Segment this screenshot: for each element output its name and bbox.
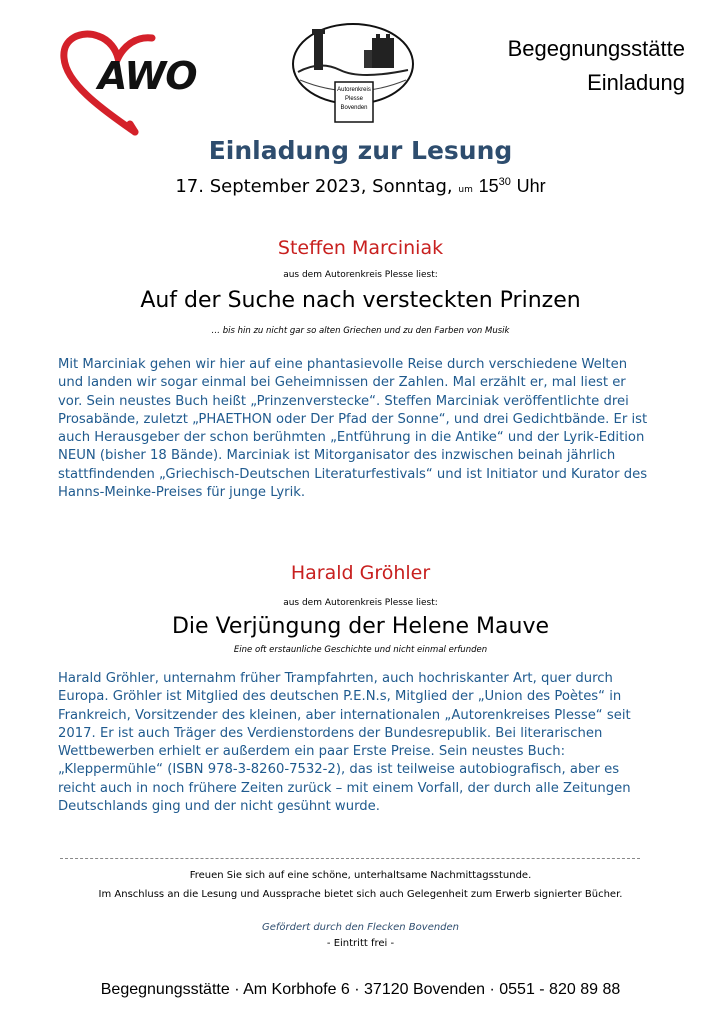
event-time-hour: 15 bbox=[478, 176, 499, 196]
header-invitation: Einladung bbox=[587, 70, 685, 95]
reading2-book-title: Die Verjüngung der Helene Mauve bbox=[171, 614, 549, 639]
event-time-minutes: 30 bbox=[498, 176, 511, 188]
event-date-um: um bbox=[458, 185, 473, 195]
event-time-uhr: Uhr bbox=[516, 176, 546, 196]
page-title: Einladung zur Lesung bbox=[208, 136, 513, 165]
reading1-description: Mit Marciniak gehen wir hier auf eine phantasievolle Reise durch verschiedene Welten und landen wir sogar einmal bei Geheimnissen der Zahlen. Mal erzählt er, mal liest er vor. Sein neustes Buch heißt „Prinzenverstecke“. Steffen Marciniak veröffentlichte drei Prosabände, zuletzt „PHAETHON oder Der Pfad der Sonne“, und drei Gedichtbände. Er ist auch Herausgeber der schon berühmten „Entführung in die Antike“ und der Lyrik-Edition NEUN (bisher 18 Bände). Marciniak ist Mitorganisator des inzwischen beinah jährlich stattfindenden „Griechisch-Deutschen Literaturfestivals“ und ist Initiator und Kurator des Hanns-Meinke-Preises für junge Lyrik. bbox=[58, 357, 648, 501]
footer-line1: Freuen Sie sich auf eine schöne, unterhaltsame Nachmittagsstunde. bbox=[189, 870, 532, 881]
reading2-intro: aus dem Autorenkreis Plesse liest: bbox=[283, 598, 438, 608]
footer-line2: Im Anschluss an die Lesung und Aussprache bietet sich auch Gelegenheit zum Erwerb signierter Bücher. bbox=[98, 889, 623, 900]
awo-logo bbox=[60, 28, 200, 138]
reading1-book-title: Auf der Suche nach versteckten Prinzen bbox=[140, 288, 581, 313]
reading1-author: Steffen Marciniak bbox=[277, 237, 444, 259]
reading2-description: Harald Gröhler, unternahm früher Trampfahrten, auch hochriskanter Art, quer durch Europa. Gröhler ist Mitglied des deutschen P.E.N.s, Mitglied der „Union des Poètes“ in Frankreich, Vorsitzender des kleinen, aber internationalen „Autorenkreises Plesse“ seit 2017. Er ist auch Träger des Verdienstordens der Bundesrepublik. Bei literarischen Wettbewerben erhielt er außerdem ein paar Erste Preise. Sein neustes Buch: „Kleppermühle“ (ISBN 978-3-8260-7532-2), das ist teilweise autobiografisch, aber es reicht auch in noch frühere Zeiten zurück – mit einem Vorfall, der durch alle Zeitungen Deutschlands ging und der nicht gesühnt wurde. bbox=[58, 671, 631, 815]
reading2-subtitle: Eine oft erstaunliche Geschichte und nicht einmal erfunden bbox=[233, 645, 488, 655]
footer-entry: - Eintritt frei - bbox=[326, 938, 395, 949]
footer-divider bbox=[60, 858, 640, 859]
footer-sponsor: Gefördert durch den Flecken Bovenden bbox=[261, 922, 460, 933]
awo-logo-text: AWO bbox=[98, 54, 197, 98]
reading1-intro: aus dem Autorenkreis Plesse liest: bbox=[283, 270, 438, 280]
reading1-subtitle: … bis hin zu nicht gar so alten Griechen und zu den Farben von Musik bbox=[211, 326, 510, 336]
reading2-author: Harald Gröhler bbox=[290, 562, 431, 584]
autorenkreis-stamp bbox=[290, 20, 422, 125]
event-date bbox=[0, 176, 721, 197]
footer-address: Begegnungsstätte · Am Korbhofe 6 · 37120 Bovenden · 0551 - 820 89 88 bbox=[100, 981, 621, 998]
stamp-text: Autorenkreis Plesse Bovenden bbox=[337, 87, 371, 111]
header-location: Begegnungsstätte bbox=[507, 36, 685, 61]
event-date-text: 17. September 2023, Sonntag, bbox=[175, 176, 453, 197]
